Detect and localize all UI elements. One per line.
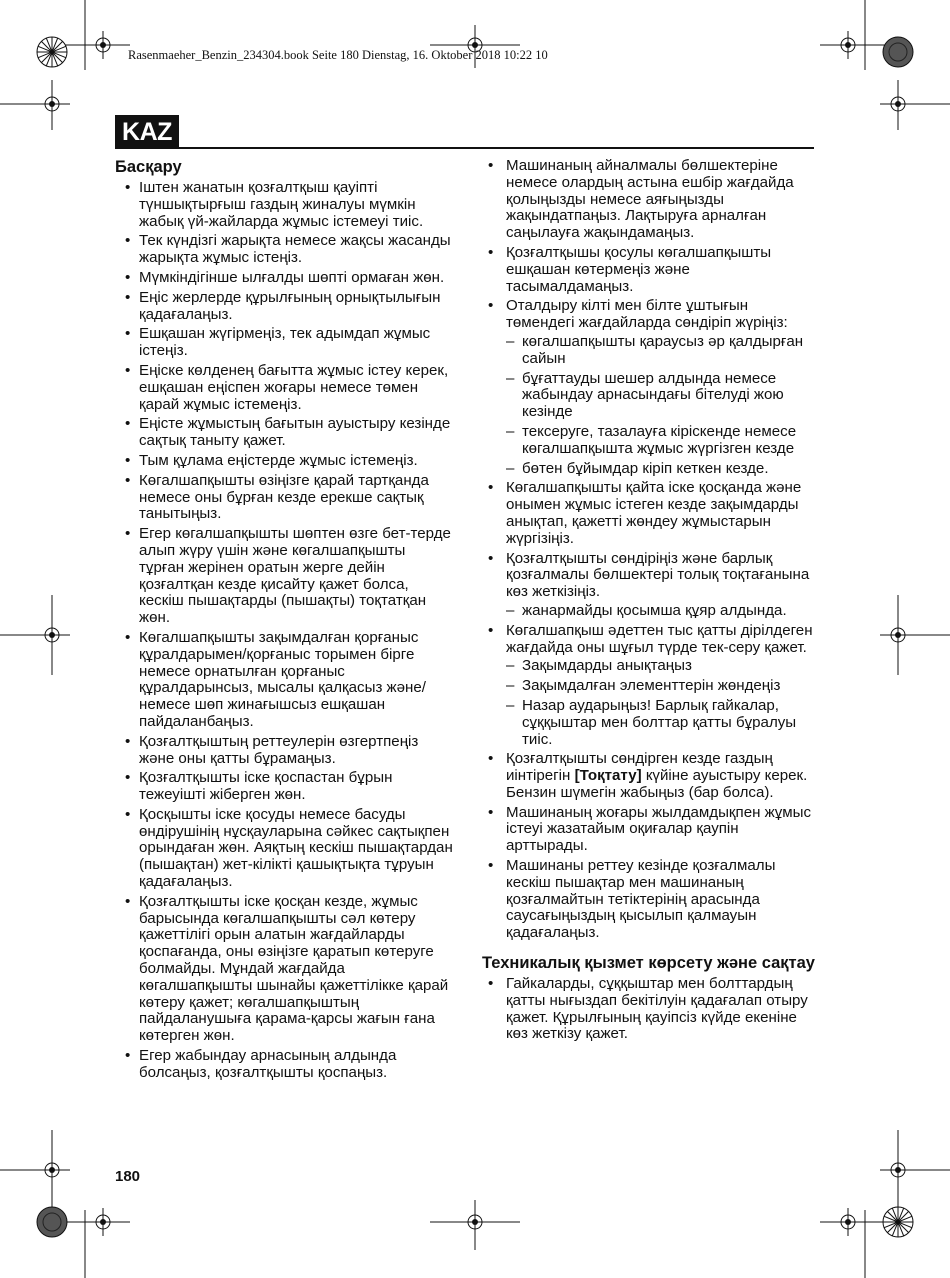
list-item <box>482 480 817 547</box>
list-item <box>482 805 817 855</box>
sub-list-item: – жанармайды қосымша құяр алдында. <box>506 603 817 620</box>
page-number: 180 <box>115 1168 141 1185</box>
list-item <box>482 245 817 295</box>
sub-list-item: – тексеруге, тазалауға кіріскенде немесе көгалшапқышта жұмыс жүргізген кезде <box>506 424 817 458</box>
list-item: • Тек күндізгі жарықта немесе жақсы жасанды жарықта жұмыс істеңіз. <box>115 233 453 267</box>
list-item <box>482 751 817 801</box>
list-item: • Егер жабындау арнасының алдында болсаңыз, қозғалтқышты қоспаңыз. <box>115 1048 453 1082</box>
list-item: • Егер көгалшапқышты шөптен өзге бет-терде алып жүру үшін және көгалшапқышты тұрған жерінен оратын жерге дейін қозғалтқан кезде қисайту қажет болса, кескіш пышақтарды (пышақты) тоқтатқан жөн. <box>115 526 453 627</box>
sub-list <box>506 334 817 477</box>
list-item <box>482 298 817 477</box>
language-badge: KAZ <box>115 115 179 149</box>
list-item: • Мүмкіндігінше ылғалды шөпті ормаған жөн. <box>115 270 453 287</box>
list-item: • Гайкаларды, сұққыштар мен болттардың қатты нығыздап бекітілуін қадағалап отыру қажет. Құрылғының қауіпсіз күйде екеніне көз жеткізу қажет. <box>482 976 817 1043</box>
print-info-line: Rasenmaeher_Benzin_234304.book Seite 180 Dienstag, 16. Oktober 2018 10:22 10 <box>128 48 548 62</box>
list-item-text: Көгалшапқышты қайта іске қосқанда және онымен жұмыс істеген кезде зақымдарды анықтап, қажетті жөндеу жұмыстарын жүргізіңіз. <box>506 479 802 547</box>
list-item: • Қозғалтқыштың реттеулерін өзгертпеңіз және оны қатты бұрамаңыз. <box>115 734 453 768</box>
list-item: • Қосқышты іске қосуды немесе басуды өндірушінің нұсқауларына сәйкес сақтықпен орындаған жөн. Аяқтың кескіш пышақтардан (пышақтан) жет-кілікті қашықтықта тұруын қадағалаңыз. <box>115 807 453 891</box>
sub-list-item: – Зақымдалған элементтерін жөндеңіз <box>506 678 817 695</box>
section-heading-maintenance: Техникалық қызмет көрсету және сақтау <box>482 954 815 973</box>
section-heading-operation: Басқару <box>115 158 182 176</box>
list-item <box>482 858 817 942</box>
list-item-text: Қозғалтқышы қосулы көгалшапқышты ешқашан көтермеңіз және тасымалдамаңыз. <box>506 243 772 295</box>
list-item-text: Қозғалтқышты сөндірген кезде газдың иінтірегін <box>506 750 773 785</box>
stop-position-label: [Тоқтату] <box>574 767 642 785</box>
sub-list-item: – Назар аударыңыз! Барлық гайкалар, сұққыштар мен болттар қатты бұралуы тиіс. <box>506 698 817 748</box>
right-column <box>482 158 817 1046</box>
list-item-text: Машинаның айналмалы бөлшектеріне немесе олардың астына ешбір жағдайда қолыңызды немесе аяғыңызды жақындатпаңыз. Лақтыруға арналған саңылауға жақындамаңыз. <box>506 157 794 242</box>
list-item <box>482 158 817 242</box>
list-item: • Көгалшапқышты өзіңізге қарай тартқанда немесе оны бұрған кезде ерекше сақтық танытыңыз. <box>115 473 453 523</box>
operation-list <box>115 180 453 1082</box>
operation-list-continued <box>482 158 817 942</box>
list-item: • Еңісте жұмыстың бағытын ауыстыру кезінде сақтық таныту қажет. <box>115 416 453 450</box>
list-item: • Ешқашан жүгірмеңіз, тек адымдап жұмыс істеңіз. <box>115 326 453 360</box>
list-item <box>482 623 817 749</box>
header-rule <box>179 147 814 149</box>
sub-list-item: – Зақымдарды анықтаңыз <box>506 658 817 675</box>
list-item-text: Көгалшапқыш әдеттен тыс қатты дірілдеген жағдайда оны шұғыл түрде тек-серу қажет. <box>506 621 813 656</box>
list-item: • Қозғалтқышты іске қоспастан бұрын тежеуішті жіберген жөн. <box>115 770 453 804</box>
list-item-text: күйіне ауыстыру керек. Бензин шүмегін жабыңыз (бар болса). <box>506 767 808 801</box>
list-item: • Еңіске көлденең бағытта жұмыс істеу керек, ешқашан еңіспен жоғары немесе төмен қарай жұмыс істемеңіз. <box>115 363 453 413</box>
sub-list <box>506 658 817 748</box>
maintenance-list <box>482 976 817 1043</box>
list-item: • Еңіс жерлерде құрылғының орнықтылығын қадағалаңыз. <box>115 290 453 324</box>
list-item: • Қозғалтқышты іске қосқан кезде, жұмыс барысында көгалшапқышты сәл көтеру қажеттілігі орын алатын жағдайларды қоспағанда, оны өзіңізге қаратып көтеруге болмайды. Мұндай жағдайда көгалшапқышты шынайы қажеттілікке қарай көтеру қажет; көгалшапқыштың пайдаланушыға қарама-қарсы жағын ғана көтерген жөн. <box>115 894 453 1045</box>
list-item <box>482 551 817 620</box>
list-item-text: Қозғалтқышты сөндіріңіз және барлық қозғалмалы бөлшектері толық тоқтағанына көз жеткізіңіз. <box>506 549 810 601</box>
list-item-text: Машинаны реттеу кезінде қозғалмалы кескіш пышақтар мен машинаның қозғалмайтын тетіктерінің арасында саусағыңыздың қысылып қалмауын қадағалаңыз. <box>506 857 776 942</box>
list-item: • Іштен жанатын қозғалтқыш қауіпті түншықтырғыш газдың жиналуы мүмкін жабық үй-жайларда жұмыс істемеуі тиіс. <box>115 180 453 230</box>
list-item-text: Оталдыру кілті мен білте ұштығын төмендегі жағдайларда сөндіріп жүріңіз: <box>506 297 788 332</box>
list-item: • Тым құлама еңістерде жұмыс істемеңіз. <box>115 453 453 470</box>
list-item-text: Машинаның жоғары жылдамдықпен жұмыс істеуі жазатайым оқиғалар қаупін арттырады. <box>506 803 812 855</box>
list-item: • Көгалшапқышты зақымдалған қорғаныс құралдарымен/қорғаныс торымен бірге немесе орнатылған қорғаныс құралдарынсыз, мысалы қалқасыз және/немесе шөп жинағышсыз ешқашан пайдаланбаңыз. <box>115 630 453 731</box>
left-column <box>115 158 453 1085</box>
sub-list-item: – бұғаттауды шешер алдында немесе жабындау арнасындағы бітелуді жою кезінде <box>506 371 817 421</box>
sub-list <box>506 603 817 620</box>
sub-list-item: – көгалшапқышты қараусыз әр қалдырған сайын <box>506 334 817 368</box>
sub-list-item: – бөтен бұйымдар кіріп кеткен кезде. <box>506 461 817 478</box>
